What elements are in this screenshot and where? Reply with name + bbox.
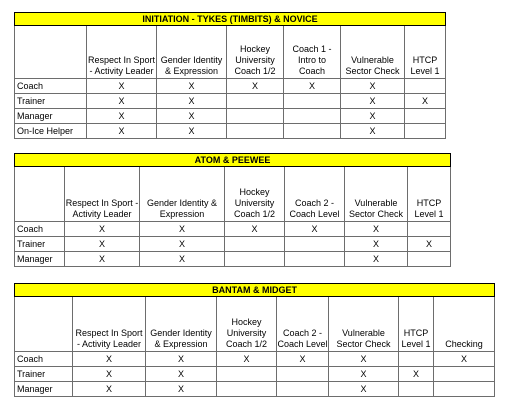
table-row xyxy=(15,94,446,109)
role-label: Coach xyxy=(15,222,65,237)
table-row xyxy=(15,79,446,94)
requirement-cell xyxy=(277,382,329,397)
requirement-cell: X xyxy=(284,79,341,94)
requirement-cell xyxy=(399,352,434,367)
requirement-cell: X xyxy=(408,237,451,252)
header-blank-cell xyxy=(15,167,65,222)
requirement-cell xyxy=(227,94,284,109)
requirement-cell xyxy=(285,237,345,252)
requirement-cell xyxy=(434,382,495,397)
requirement-cell: X xyxy=(73,352,146,367)
requirement-cell xyxy=(227,109,284,124)
column-header: Respect In Sport - Activity Leader xyxy=(65,167,140,222)
requirement-cell: X xyxy=(329,367,399,382)
column-header: Hockey University Coach 1/2 xyxy=(227,26,284,79)
table-row xyxy=(15,237,451,252)
requirement-cell: X xyxy=(434,352,495,367)
requirement-cell: X xyxy=(345,222,408,237)
column-header: Respect In Sport - Activity Leader xyxy=(87,26,157,79)
table-row xyxy=(15,109,446,124)
requirement-cell xyxy=(285,252,345,267)
requirement-cell xyxy=(225,252,285,267)
table-row xyxy=(15,124,446,139)
column-header: Coach 2 - Coach Level xyxy=(277,297,329,352)
requirement-cell: X xyxy=(87,94,157,109)
requirement-cell: X xyxy=(225,222,285,237)
requirement-cell: X xyxy=(329,352,399,367)
role-label: Trainer xyxy=(15,94,87,109)
requirement-cell: X xyxy=(341,94,405,109)
requirement-cell xyxy=(434,367,495,382)
requirement-cell: X xyxy=(87,79,157,94)
requirement-cell xyxy=(225,237,285,252)
column-header: Gender Identity & Expression xyxy=(140,167,225,222)
role-label: Manager xyxy=(15,382,73,397)
column-header: Hockey University Coach 1/2 xyxy=(225,167,285,222)
column-header: Vulnerable Sector Check xyxy=(329,297,399,352)
requirement-cell xyxy=(217,367,277,382)
requirement-cell xyxy=(284,94,341,109)
role-label: Manager xyxy=(15,109,87,124)
requirement-cell xyxy=(405,109,446,124)
role-label: Trainer xyxy=(15,367,73,382)
table-row xyxy=(15,382,495,397)
requirement-cell: X xyxy=(285,222,345,237)
requirement-cell xyxy=(408,222,451,237)
table-initiation-novice xyxy=(14,12,446,139)
table-bantam-midget xyxy=(14,283,495,397)
requirement-cell: X xyxy=(146,382,217,397)
requirement-cell xyxy=(405,79,446,94)
requirement-cell: X xyxy=(65,237,140,252)
requirement-cell xyxy=(227,124,284,139)
column-header: HTCP Level 1 xyxy=(408,167,451,222)
requirement-cell: X xyxy=(405,94,446,109)
requirement-cell: X xyxy=(73,382,146,397)
requirement-cell: X xyxy=(146,352,217,367)
requirement-cell: X xyxy=(87,124,157,139)
requirement-cell: X xyxy=(73,367,146,382)
column-header: HTCP Level 1 xyxy=(405,26,446,79)
requirement-cell: X xyxy=(277,352,329,367)
requirement-cell xyxy=(399,382,434,397)
column-header: Checking xyxy=(434,297,495,352)
requirement-cell: X xyxy=(65,222,140,237)
requirement-cell: X xyxy=(345,237,408,252)
requirement-cell: X xyxy=(157,124,227,139)
requirement-cell: X xyxy=(399,367,434,382)
column-header: Vulnerable Sector Check xyxy=(345,167,408,222)
column-header: HTCP Level 1 xyxy=(399,297,434,352)
requirement-cell xyxy=(217,382,277,397)
requirement-cell xyxy=(277,367,329,382)
requirement-cell: X xyxy=(140,252,225,267)
role-label: Manager xyxy=(15,252,65,267)
requirement-cell xyxy=(284,109,341,124)
requirement-cell: X xyxy=(341,79,405,94)
requirement-cell: X xyxy=(341,124,405,139)
header-blank-cell xyxy=(15,26,87,79)
role-label: Trainer xyxy=(15,237,65,252)
requirement-cell: X xyxy=(341,109,405,124)
column-header: Coach 2 - Coach Level xyxy=(285,167,345,222)
requirement-cell: X xyxy=(345,252,408,267)
requirement-cell: X xyxy=(140,237,225,252)
header-blank-cell xyxy=(15,297,73,352)
requirement-cell: X xyxy=(157,109,227,124)
table-title: INITIATION - TYKES (TIMBITS) & NOVICE xyxy=(15,13,446,26)
requirement-cell xyxy=(405,124,446,139)
role-label: Coach xyxy=(15,79,87,94)
requirement-cell: X xyxy=(140,222,225,237)
table-row xyxy=(15,222,451,237)
role-label: On-Ice Helper xyxy=(15,124,87,139)
requirement-cell: X xyxy=(329,382,399,397)
table-title: BANTAM & MIDGET xyxy=(15,284,495,297)
column-header: Coach 1 - Intro to Coach xyxy=(284,26,341,79)
requirement-cell: X xyxy=(157,79,227,94)
table-row xyxy=(15,252,451,267)
requirement-cell: X xyxy=(87,109,157,124)
requirement-cell: X xyxy=(157,94,227,109)
requirement-cell: X xyxy=(217,352,277,367)
requirement-cell: X xyxy=(146,367,217,382)
table-row xyxy=(15,352,495,367)
table-title: ATOM & PEEWEE xyxy=(15,154,451,167)
requirement-cell xyxy=(284,124,341,139)
requirement-cell: X xyxy=(65,252,140,267)
column-header: Respect In Sport - Activity Leader xyxy=(73,297,146,352)
role-label: Coach xyxy=(15,352,73,367)
table-row xyxy=(15,367,495,382)
requirement-cell: X xyxy=(227,79,284,94)
table-atom-peewee xyxy=(14,153,451,267)
column-header: Vulnerable Sector Check xyxy=(341,26,405,79)
column-header: Gender Identity & Expression xyxy=(157,26,227,79)
requirement-cell xyxy=(408,252,451,267)
column-header: Gender Identity & Expression xyxy=(146,297,217,352)
column-header: Hockey University Coach 1/2 xyxy=(217,297,277,352)
